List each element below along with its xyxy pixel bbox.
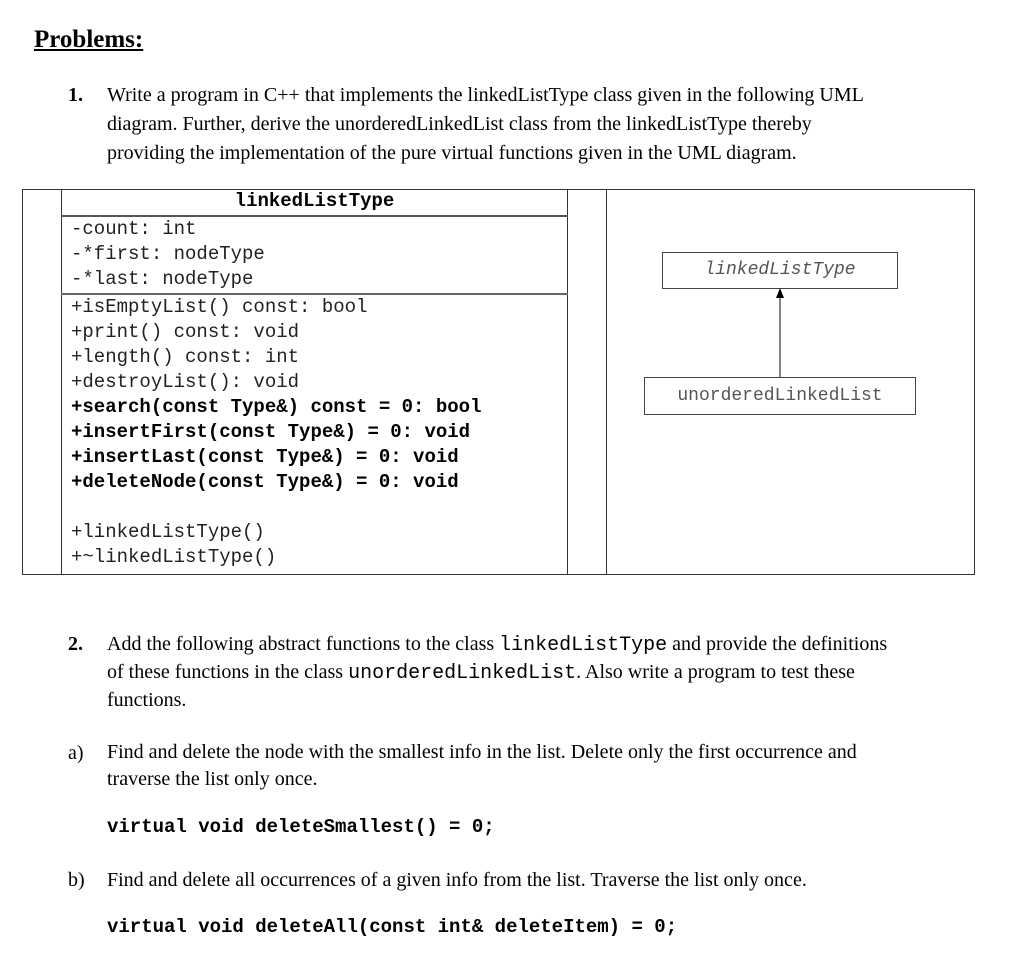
- uml-pure-virtual-method: +search(const Type&) const = 0: bool: [71, 396, 482, 418]
- text: Find and delete the node with the smallest info in the list. Delete only the first occurrence and: [107, 741, 857, 763]
- problem-1-text: [107, 81, 864, 168]
- part-b-label: b): [68, 869, 85, 891]
- uml-method: +print() const: void: [71, 321, 300, 343]
- inheritance-arrow-icon: [770, 288, 790, 378]
- derived-class-box: unorderedLinkedList: [644, 377, 916, 415]
- uml-methods: [61, 295, 568, 570]
- text: Add the following abstract functions to the class: [107, 633, 500, 655]
- uml-pure-virtual-method: +deleteNode(const Type&) = 0: void: [71, 471, 459, 493]
- uml-pure-virtual-method: +insertLast(const Type&) = 0: void: [71, 446, 459, 468]
- uml-attribute: -*first: nodeType: [71, 243, 265, 265]
- uml-method: +length() const: int: [71, 346, 300, 368]
- part-b-text: Find and delete all occurrences of a given info from the list. Traverse the list only once.: [107, 869, 807, 891]
- uml-destructor: +~linkedListType(): [71, 546, 277, 568]
- part-a-text: [107, 739, 857, 793]
- text: . Also write a program to test these: [576, 661, 855, 683]
- problem-2-text: [107, 631, 972, 714]
- part-b-code: virtual void deleteAll(const int& deleteItem) = 0;: [107, 916, 678, 938]
- uml-constructor: +linkedListType(): [71, 521, 265, 543]
- problem-1-line: Write a program in C++ that implements the linkedListType class given in the following UML: [107, 84, 864, 106]
- problem-1-line: providing the implementation of the pure virtual functions given in the UML diagram.: [107, 142, 797, 164]
- uml-attribute: -count: int: [71, 218, 197, 240]
- problem-1-number: 1.: [68, 84, 83, 106]
- uml-attribute: -*last: nodeType: [71, 268, 254, 290]
- part-a-code: virtual void deleteSmallest() = 0;: [107, 816, 495, 838]
- uml-method: +isEmptyList() const: bool: [71, 296, 368, 318]
- code-inline: unorderedLinkedList: [348, 662, 577, 685]
- text: traverse the list only once.: [107, 768, 318, 790]
- text: and provide the definitions: [667, 633, 888, 655]
- base-class-box: linkedListType: [662, 252, 898, 289]
- divider: [606, 189, 607, 575]
- uml-class-name: linkedListType: [61, 189, 568, 217]
- uml-class-box: [61, 189, 568, 570]
- code-inline: linkedListType: [499, 634, 668, 657]
- problem-2-number: 2.: [68, 633, 83, 655]
- text: of these functions in the class: [107, 661, 349, 683]
- page-heading: Problems:: [34, 26, 144, 53]
- uml-pure-virtual-method: +insertFirst(const Type&) = 0: void: [71, 421, 471, 443]
- part-a-label: a): [68, 742, 84, 764]
- text: functions.: [107, 689, 187, 711]
- uml-method: +destroyList(): void: [71, 371, 300, 393]
- uml-attributes: [61, 217, 568, 295]
- problem-1-line: diagram. Further, derive the unorderedLinkedList class from the linkedListType thereby: [107, 113, 812, 135]
